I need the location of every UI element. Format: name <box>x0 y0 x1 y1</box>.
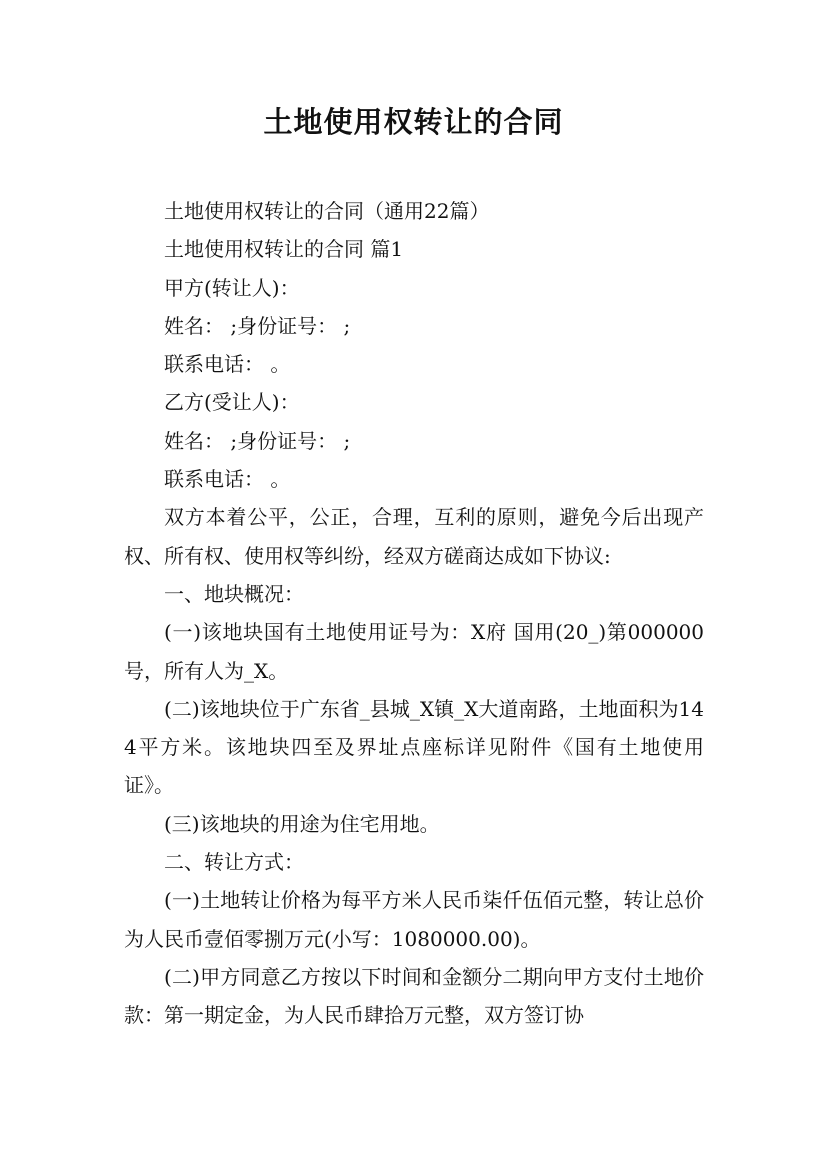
paragraph-party-b-phone: 联系电话： 。 <box>164 467 291 492</box>
paragraph-section-2-item-2: (二)甲方同意乙方按以下时间和金额分二期向甲方支付土地价款：第一期定金，为人民币肆拾万元整，双方签订协 <box>124 964 704 1028</box>
paragraph-section-1-item-3: (三)该地块的用途为住宅用地。 <box>164 811 440 836</box>
paragraph-preamble: 双方本着公平，公正，合理，互利的原则，避免今后出现产权、所有权、使用权等纠纷，经双方磋商达成如下协议: <box>124 505 704 568</box>
document-body <box>124 192 704 1035</box>
paragraph-subtitle: 土地使用权转让的合同（通用22篇） <box>164 199 490 223</box>
paragraph-section-1-heading: 一、地块概况： <box>164 581 304 606</box>
paragraph-section-2-heading: 二、转让方式： <box>164 850 304 875</box>
paragraph-chapter-heading: 土地使用权转让的合同 篇1 <box>164 237 404 262</box>
paragraph-party-b-heading: 乙方(受让人)： <box>164 390 300 415</box>
paragraph-party-a-name-id: 姓名： ;身份证号： ; <box>164 313 351 338</box>
paragraph-party-a-heading: 甲方(转让人)： <box>164 275 300 300</box>
paragraph-section-1-item-1: (一)该地块国有土地使用证号为：X府 国用(20_)第000000号，所有人为_X。 <box>124 620 704 683</box>
paragraph-party-a-phone: 联系电话： 。 <box>164 352 291 377</box>
paragraph-section-1-item-2: (二)该地块位于广东省_县城_X镇_X大道南路，土地面积为144平方米。该地块四至及界址点座标详见附件《国有土地使用证》。 <box>124 696 704 798</box>
paragraph-party-b-name-id: 姓名： ;身份证号： ; <box>164 428 351 453</box>
paragraph-section-2-item-1: (一)土地转让价格为每平方米人民币柒仟伍佰元整，转让总价为人民币壹佰零捌万元(小写：1080000.00)。 <box>124 888 704 951</box>
document-title: 土地使用权转让的合同 <box>263 105 564 139</box>
